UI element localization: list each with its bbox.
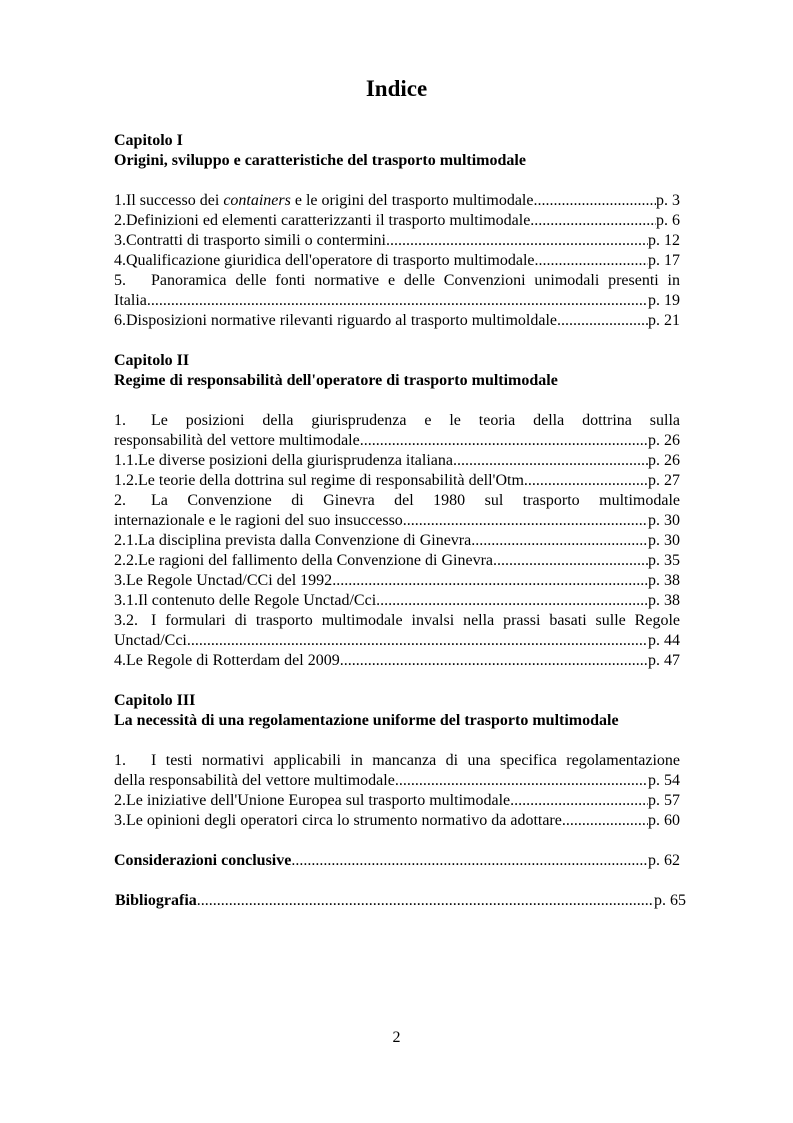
dot-leader xyxy=(510,791,648,811)
dot-leader xyxy=(493,551,648,571)
toc-entry[interactable] xyxy=(114,791,680,811)
entry-page: p. 26 xyxy=(648,452,680,469)
entry-number: 1. xyxy=(114,192,126,209)
dot-leader xyxy=(403,511,648,531)
entry-page: p. 30 xyxy=(648,532,680,549)
dot-leader xyxy=(291,851,648,871)
entry-title-line: 5. Panoramica delle fonti normative e delle Convenzioni unimodali presenti in xyxy=(114,272,680,289)
chapter-label: Capitolo I xyxy=(114,132,183,149)
dot-leader xyxy=(197,891,654,911)
entry-page: p. 30 xyxy=(648,512,680,529)
entry-title: Il successo dei containers e le origini del trasporto multimodale xyxy=(126,192,534,209)
entry-number: 2. xyxy=(114,792,126,809)
entry-title: Le teorie della dottrina sul regime di responsabilità dell'Otm xyxy=(138,472,524,489)
entry-page: p. 17 xyxy=(648,252,680,269)
entry-title: La disciplina prevista dalla Convenzione di Ginevra xyxy=(138,532,472,549)
dot-leader xyxy=(530,211,656,231)
toc-entry-conclusive[interactable] xyxy=(114,851,680,871)
toc-entry[interactable] xyxy=(114,191,680,211)
entry-page: p. 38 xyxy=(648,572,680,589)
entry-title-continued: Italia xyxy=(114,292,147,309)
toc-entry[interactable] xyxy=(114,271,680,311)
entry-page: p. 47 xyxy=(648,652,680,669)
entry-title: Definizioni ed elementi caratterizzanti il trasporto multimodale xyxy=(126,212,531,229)
page-title: Indice xyxy=(365,76,428,101)
entry-page: p. 35 xyxy=(648,552,680,569)
entry-page: p. 57 xyxy=(648,792,680,809)
entry-title-continued: della responsabilità del vettore multimodale xyxy=(114,772,395,789)
entry-page: p. 12 xyxy=(648,232,680,249)
toc-entry[interactable] xyxy=(114,811,680,831)
dot-leader xyxy=(524,471,648,491)
dot-leader xyxy=(557,311,648,331)
dot-leader xyxy=(340,651,648,671)
entry-title: Disposizioni normative rilevanti riguardo al trasporto multimoldale xyxy=(126,312,558,329)
table-of-contents xyxy=(114,131,686,911)
toc-entry[interactable] xyxy=(114,211,680,231)
toc-entry[interactable] xyxy=(114,591,680,611)
entry-page: p. 6 xyxy=(656,212,680,229)
dot-leader xyxy=(332,571,648,591)
entry-title-line: 3.2. I formulari di trasporto multimodale invalsi nella prassi basati sulle Regole xyxy=(114,612,680,629)
page-number: 2 xyxy=(392,1029,401,1046)
entry-title: Le opinioni degli operatori circa lo strumento normativo da adottare.. xyxy=(126,812,570,829)
dot-leader xyxy=(570,811,648,831)
entry-title-continued: responsabilità del vettore multimodale xyxy=(114,432,360,449)
entry-title: Le diverse posizioni della giurisprudenza italiana xyxy=(138,452,453,469)
entry-number: 2. xyxy=(114,212,126,229)
entry-title: Il contenuto delle Regole Unctad/Cci xyxy=(138,592,377,609)
toc-entry[interactable] xyxy=(114,651,680,671)
entry-title-line: 2. La Convenzione di Ginevra del 1980 sul trasporto multimodale xyxy=(114,492,680,509)
dot-leader xyxy=(535,251,648,271)
chapter-heading: La necessità di una regolamentazione uniforme del trasporto multimodale xyxy=(114,712,619,729)
entry-number: 6. xyxy=(114,312,126,329)
entry-number: 2. xyxy=(114,492,126,509)
toc-entry[interactable] xyxy=(114,411,680,451)
dot-leader xyxy=(471,531,648,551)
chapter-1 xyxy=(114,131,680,331)
toc-entry[interactable] xyxy=(114,551,680,571)
dot-leader xyxy=(187,631,648,651)
dot-leader xyxy=(395,771,648,791)
entry-title: Le iniziative dell'Unione Europea sul trasporto multimodale xyxy=(126,792,511,809)
dot-leader xyxy=(453,451,648,471)
entry-title: Considerazioni conclusive xyxy=(114,852,292,869)
toc-entry[interactable] xyxy=(114,491,680,531)
chapter-heading: Regime di responsabilità dell'operatore di trasporto multimodale xyxy=(114,372,558,389)
entry-number: 2.1. xyxy=(114,532,138,549)
toc-entry[interactable] xyxy=(114,611,680,651)
entry-number: 3.1. xyxy=(114,592,138,609)
entry-page: p. 44 xyxy=(648,632,680,649)
chapter-heading: Origini, sviluppo e caratteristiche del trasporto multimodale xyxy=(114,152,526,169)
entry-number: 3. xyxy=(114,812,126,829)
entry-number: 4. xyxy=(114,652,126,669)
entry-title: Qualificazione giuridica dell'operatore di trasporto multimodale xyxy=(126,252,535,269)
entry-number: 5. xyxy=(114,272,126,289)
entry-title: Le Regole di Rotterdam del 2009 xyxy=(126,652,340,669)
entry-number: 4. xyxy=(114,252,126,269)
entry-page: p. 38 xyxy=(648,592,680,609)
entry-title: Le Regole Unctad/CCi del 1992 xyxy=(126,572,333,589)
entry-page: p. 54 xyxy=(648,772,680,789)
entry-number: 1. xyxy=(114,752,126,769)
entry-number: 2.2. xyxy=(114,552,138,569)
entry-title: Contratti di trasporto simili o contermini xyxy=(126,232,386,249)
entry-page: p. 27 xyxy=(648,472,680,489)
entry-page: p. 65 xyxy=(654,892,686,909)
entry-number: 3.2. xyxy=(114,612,138,629)
entry-number: 1.1. xyxy=(114,452,138,469)
entry-number: 3. xyxy=(114,572,126,589)
dot-leader xyxy=(533,191,656,211)
entry-number: 1. xyxy=(114,412,126,429)
chapter-label: Capitolo II xyxy=(114,352,190,369)
toc-entry[interactable] xyxy=(114,311,680,331)
toc-entry[interactable] xyxy=(114,471,680,491)
toc-entry[interactable] xyxy=(114,451,680,471)
chapter-label: Capitolo III xyxy=(114,692,196,709)
dot-leader xyxy=(386,231,648,251)
entry-title-continued: internazionale e le ragioni del suo insuccesso xyxy=(114,512,403,529)
dot-leader xyxy=(147,291,648,311)
entry-title-line: 1. Le posizioni della giurisprudenza e le teoria della dottrina sulla xyxy=(114,412,680,429)
dot-leader xyxy=(360,431,648,451)
entry-page: p. 19 xyxy=(648,292,680,309)
toc-entry[interactable] xyxy=(114,571,680,591)
toc-entry[interactable] xyxy=(114,231,680,251)
chapter-3 xyxy=(114,691,680,831)
dot-leader xyxy=(376,591,648,611)
entry-title: Bibliografia xyxy=(115,892,197,909)
entry-number: 1.2. xyxy=(114,472,138,489)
entry-page: p. 3 xyxy=(656,192,680,209)
entry-page: p. 62 xyxy=(648,852,680,869)
entry-title-line: 1. I testi normativi applicabili in mancanza di una specifica regolamentazione xyxy=(114,752,680,769)
entry-page: p. 60 xyxy=(648,812,680,829)
entry-number: 3. xyxy=(114,232,126,249)
toc-entry[interactable] xyxy=(114,531,680,551)
toc-entry[interactable] xyxy=(114,251,680,271)
entry-title: Le ragioni del fallimento della Convenzione di Ginevra xyxy=(138,552,493,569)
chapter-2 xyxy=(114,351,680,671)
toc-entry[interactable] xyxy=(114,751,680,791)
entry-page: p. 26 xyxy=(648,432,680,449)
entry-title-continued: Unctad/Cci xyxy=(114,632,187,649)
toc-entry-bibliography[interactable] xyxy=(115,891,686,911)
entry-page: p. 21 xyxy=(648,312,680,329)
